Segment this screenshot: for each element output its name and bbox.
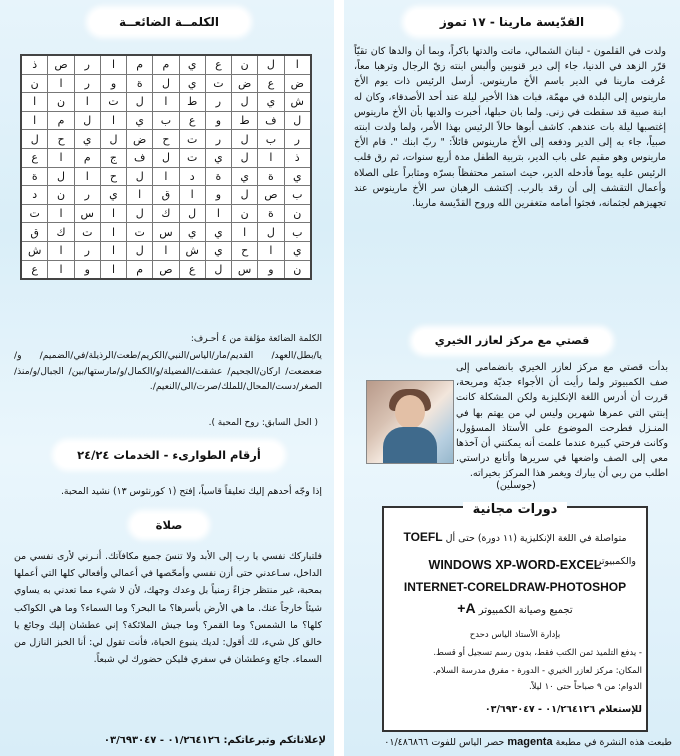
grid-cell: ي [284, 167, 311, 186]
grid-cell: ت [179, 148, 205, 167]
print-credit-suffix: حصر الياس للفوت [431, 737, 505, 748]
grid-cell: ع [179, 260, 205, 279]
grid-cell: ا [48, 148, 74, 167]
grid-row [21, 55, 311, 74]
grid-cell: ر [284, 130, 311, 149]
grid-cell: ح [48, 130, 74, 149]
grid-cell: ل [48, 167, 74, 186]
grid-row [21, 130, 311, 149]
printer-name: magenta [507, 736, 553, 748]
courses-software-1: WINDOWS XP-WORD-EXCEL [428, 558, 602, 572]
grid-cell: ل [153, 74, 179, 93]
grid-cell: ر [205, 130, 231, 149]
grid-cell: ب [258, 130, 284, 149]
emergency-text: إذا وجّه أحدهم إليك تعليقاً قاسياً، إفتح (١ كورنثوس ١٣) نشيد المحبة. [60, 486, 322, 497]
grid-cell: ل [21, 130, 48, 149]
saint-title: القدّيسة مارينا - ١٧ تموز [406, 10, 618, 34]
grid-cell: ف [127, 148, 153, 167]
grid-cell: ن [232, 55, 258, 74]
grid-cell: ا [153, 241, 179, 260]
photo-body [383, 427, 437, 463]
grid-cell: ل [127, 241, 153, 260]
grid-row [21, 204, 311, 223]
grid-cell: ا [48, 204, 74, 223]
grid-cell: ط [179, 93, 205, 112]
grid-cell: ر [74, 186, 100, 205]
grid-cell: و [205, 111, 231, 130]
grid-cell: ا [258, 241, 284, 260]
story-title: قصتي مع مركز لعازر الخيري [414, 330, 610, 352]
puzzle-title: الكلمــة الضائعــة [90, 10, 248, 34]
grid-cell: ا [232, 223, 258, 242]
grid-cell: د [179, 167, 205, 186]
grid-cell: ب [284, 186, 311, 205]
grid-cell: ي [284, 241, 311, 260]
grid-cell: ا [100, 111, 126, 130]
story-signature: (جوسلين) [496, 480, 536, 491]
grid-cell: س [232, 260, 258, 279]
grid-cell: ل [284, 111, 311, 130]
grid-cell: ا [258, 148, 284, 167]
courses-aplus: A+ [457, 600, 476, 616]
grid-cell: ع [179, 111, 205, 130]
grid-cell: ة [258, 167, 284, 186]
courses-place: المكان: مركز لعازر الخيري - الدورة - مفرق مدرسة السلام. [432, 666, 642, 676]
grid-cell: ع [205, 55, 231, 74]
grid-cell: م [127, 260, 153, 279]
grid-cell: و [74, 260, 100, 279]
grid-cell: و [258, 260, 284, 279]
photo-face [395, 395, 425, 429]
grid-cell: ل [100, 130, 126, 149]
grid-cell: م [127, 55, 153, 74]
courses-maintenance-text: تجميع وصيانة الكمبيوتر [478, 605, 573, 616]
grid-cell: و [100, 74, 126, 93]
left-column [6, 0, 332, 756]
grid-cell: ن [232, 204, 258, 223]
courses-software-2: INTERNET-CORELDRAW-PHOTOSHOP [403, 580, 627, 594]
grid-cell: ت [205, 74, 231, 93]
grid-cell: ج [100, 148, 126, 167]
grid-cell: ص [258, 186, 284, 205]
column-gutter [334, 0, 344, 756]
grid-cell: م [48, 111, 74, 130]
grid-cell: ت [74, 223, 100, 242]
grid-cell: ت [100, 93, 126, 112]
grid-cell: ن [284, 204, 311, 223]
grid-cell: ي [127, 111, 153, 130]
grid-cell: ا [48, 241, 74, 260]
grid-cell: ن [48, 93, 74, 112]
grid-cell: ن [284, 260, 311, 279]
ads-contact: لإعلاناتكم وتبرعاتكم: ٠١/٢٦٤١٢٦ - ٠٣/٦٩٣٠٤٧ [103, 735, 326, 746]
print-credit [384, 736, 672, 748]
grid-cell: ص [48, 55, 74, 74]
puzzle-previous-solution: ( الحل السابق: روح المحبة ). [208, 418, 318, 428]
grid-cell: م [74, 148, 100, 167]
courses-english-text: متواصلة في اللغة الإنكليزية (١١ دورة) حتى أل [445, 533, 627, 544]
grid-cell: ة [205, 167, 231, 186]
courses-computer-line: والكمبيوتر [596, 556, 636, 567]
grid-cell: ع [21, 148, 48, 167]
grid-cell: ة [258, 204, 284, 223]
saint-story: ولدت في القلمون - لبنان الشمالي، ماتت والدتها باكراً، وبما أن والدها كان تقيّاً قرّر الزهد في الدنيا، جاء إلى دير قنوبين وألبس ابنته زيّ الرجال وترهبا معاً، عُرفت مارينا في الدير باسم الأخ مارينوس. أرسل الرئيس ذات يوم الأخ مارينوس إلى البلدة في مهمّة، فبات هذا الأخير ليلة عند أحد الأصدقاء، وكان له ابنة صبية قد سقطت في زنى. ولما بان حبلها، أخبرت والديها بأن الأخ مارينوس إغتصبها ليلة بات عندهم. كاشف أبوها حالاً الرئيس بهذا الأمر، ولما ولدت ابنته صبياً، جاء به إلى الدير ودفعه إلى الأخ مارينوس قائلاً: " ربّ ابنك ". قام الأخ مارينوس وهو مقيم على باب الدير، بتربية الطفل مدة أربع سنوات، ثم رق قلب الرئيس عليه يوماً فأدخله الدير، حيث استمر محتفظاً بسرّه ومثابراً على الصلاة وأعمال التقشف إلى أن رقد بالرب. إكتشف الرهبان سر الأخ مارينوس عند تجهيزهم لجثمانه، فجثوا أمامه متغفرين الله وروح القدّيسة مارينا. [354, 46, 666, 210]
puzzle-hint: الكلمة الضائعة مؤلفة من ٤ أحـرف: [190, 334, 322, 344]
grid-cell: ش [21, 241, 48, 260]
grid-cell: ي [100, 186, 126, 205]
courses-ad [382, 502, 648, 732]
grid-cell: ا [205, 204, 231, 223]
grid-cell: ر [205, 93, 231, 112]
grid-cell: ر [74, 74, 100, 93]
grid-cell: ت [21, 204, 48, 223]
grid-cell: ا [74, 93, 100, 112]
grid-cell: ا [48, 74, 74, 93]
grid-row [21, 241, 311, 260]
grid-cell: ل [74, 111, 100, 130]
grid-cell: ن [48, 186, 74, 205]
grid-cell: ح [232, 241, 258, 260]
grid-cell: ل [127, 167, 153, 186]
prayer-text: فلتباركك نفسي يا رب إلى الأبد ولا تنسَ جميع مكافآتك. أنـرني لأرى نفسي من الداخل، سـاعدني حتى أزن نفسي وأمحّصها في أعمالي وأفعالي كلها التي أعملها بمحبة، غير منتظر جزاءً زمنياً بل وعدك وجهك، لأن لا شيء مما تعدني به يساوي شيئاً خارجاً عنك. ما هي الأرض بأسرها؟ ما البحر؟ وما السماء؟ وما هي الكواكب كلها؟ ما الشمس؟ وما القمر؟ وما جيش الملائكة؟ إني عطشان إليك وجائع يا خالق كل شيء، لك أقول: لديك ينبوع الحياة، فأنت تقول لي: أنا الخبز النازل من السماء. جائع وعطشان في سفري فليكن حضورك لي شبعاً. [14, 551, 322, 666]
grid-cell: ع [258, 74, 284, 93]
grid-cell: ا [21, 111, 48, 130]
grid-cell: ض [232, 74, 258, 93]
grid-cell: س [153, 223, 179, 242]
grid-cell: ت [127, 223, 153, 242]
grid-cell: ا [127, 186, 153, 205]
grid-cell: ش [284, 93, 311, 112]
grid-cell: ف [258, 111, 284, 130]
grid-cell: ا [21, 93, 48, 112]
grid-row [21, 167, 311, 186]
grid-cell: ض [284, 74, 311, 93]
grid-cell: ص [153, 260, 179, 279]
grid-cell: ا [48, 260, 74, 279]
printer-phone: ٠١/٤٨٦٨٦٦ [384, 737, 429, 748]
grid-cell: ذ [21, 55, 48, 74]
courses-admin: بإدارة الأستاذ الياس دحدح [469, 630, 561, 640]
grid-cell: ا [100, 260, 126, 279]
grid-row [21, 74, 311, 93]
grid-cell: ل [232, 186, 258, 205]
grid-cell: ل [179, 204, 205, 223]
grid-cell: ا [74, 167, 100, 186]
grid-cell: ل [232, 148, 258, 167]
grid-cell: ح [153, 130, 179, 149]
grid-cell: ذ [284, 148, 311, 167]
grid-cell: ة [127, 74, 153, 93]
story-text: بدأت قصتي مع مركز لعازر الخيري بانضمامي إلى صف الكمبيوتر ولما رأيت أن الأجواء جديّة ومريحة، قررت أن أدرس اللغة الإنكليزية ولكن المشكلة كانت إبنتي التي عمرها شهرين وليس لي من يهتم بها في المنـزل فطرحت الموضوع على الأستاذ المسؤول، وكانت فرحتي كبيرة عندما علمت أنه يمكنني أن آخذها معي إلى الصف واضعها في سريرها وأتابع دراستي. اطلب من ربي أن يبارك ويغمر هذا المركز بخيراته. [456, 362, 668, 480]
grid-cell: ا [100, 55, 126, 74]
grid-cell: م [153, 55, 179, 74]
grid-cell: د [21, 186, 48, 205]
grid-row [21, 260, 311, 279]
grid-cell: ي [205, 223, 231, 242]
grid-cell: ل [232, 93, 258, 112]
grid-cell: ت [179, 130, 205, 149]
grid-cell: و [205, 186, 231, 205]
print-credit-prefix: طبعت هذه النشرة في مطبعة [555, 737, 672, 748]
grid-cell: ا [100, 241, 126, 260]
grid-cell: ط [232, 111, 258, 130]
grid-cell: ل [127, 93, 153, 112]
story-photo [366, 380, 454, 464]
grid-cell: ي [74, 130, 100, 149]
grid-cell: ل [258, 55, 284, 74]
puzzle-words: يا/بطل/العهد/ القديم/مار/الياس/النبي/الكريم/طعت/الرذيلة/في/الضميم/ و/ضعضعت/ اركان/الجحيم/ عشقت/الفضيلة/و/الكمال/و/مارستها/بين/ الجبال/و/منذ/الصغر/دست/المحال/للملك/صرت/الى/النعيم/. [14, 350, 322, 392]
grid-cell: ل [258, 223, 284, 242]
grid-cell: ل [232, 130, 258, 149]
grid-cell: ا [100, 204, 126, 223]
grid-cell: ل [205, 260, 231, 279]
courses-ad-title: دورات مجانية [463, 502, 568, 517]
grid-cell: ك [153, 204, 179, 223]
grid-cell: ر [74, 55, 100, 74]
courses-maintenance-line [384, 600, 646, 616]
grid-cell: ي [179, 55, 205, 74]
grid-cell: ي [258, 93, 284, 112]
grid-row [21, 223, 311, 242]
courses-contact: للإستعلام ٠١/٢٦٤١٢٦ - ٠٣/٦٩٣٠٤٧ [484, 704, 642, 715]
grid-cell: ا [153, 167, 179, 186]
grid-cell: ل [127, 204, 153, 223]
grid-cell: ر [74, 241, 100, 260]
grid-cell: ا [179, 186, 205, 205]
grid-row [21, 111, 311, 130]
grid-row [21, 93, 311, 112]
grid-cell: ش [179, 241, 205, 260]
grid-cell: ي [179, 74, 205, 93]
grid-cell: ا [153, 93, 179, 112]
grid-cell: ا [100, 223, 126, 242]
courses-english-line [390, 530, 640, 544]
grid-cell: ي [179, 223, 205, 242]
grid-cell: ي [232, 167, 258, 186]
grid-cell: ب [153, 111, 179, 130]
grid-cell: ي [205, 241, 231, 260]
courses-note: - يدفع التلميذ ثمن الكتب فقط، بدون رسم تسجيل أو قسط. [433, 648, 642, 658]
courses-toefl: TOEFL [403, 530, 443, 544]
grid-cell: ا [284, 55, 311, 74]
grid-cell: ض [127, 130, 153, 149]
grid-cell: ق [21, 223, 48, 242]
grid-cell: ل [153, 148, 179, 167]
emergency-title: أرقام الطوارىء - الخدمات ٢٤/٢٤ [56, 443, 282, 467]
grid-cell: ح [100, 167, 126, 186]
grid-row [21, 186, 311, 205]
grid-row [21, 148, 311, 167]
grid-cell: س [74, 204, 100, 223]
grid-cell: ق [153, 186, 179, 205]
grid-cell: ن [21, 74, 48, 93]
prayer-title: صلاة [132, 514, 206, 536]
word-search-grid [20, 54, 312, 280]
right-column [346, 0, 676, 756]
grid-cell: ع [21, 260, 48, 279]
grid-cell: ب [284, 223, 311, 242]
courses-ad-title-wrap [384, 498, 646, 517]
courses-hours: الدوام: من ٩ صباحاً حتى ١٠ ليلاً. [528, 682, 642, 692]
grid-cell: ي [205, 148, 231, 167]
grid-cell: ة [21, 167, 48, 186]
grid-cell: ك [48, 223, 74, 242]
